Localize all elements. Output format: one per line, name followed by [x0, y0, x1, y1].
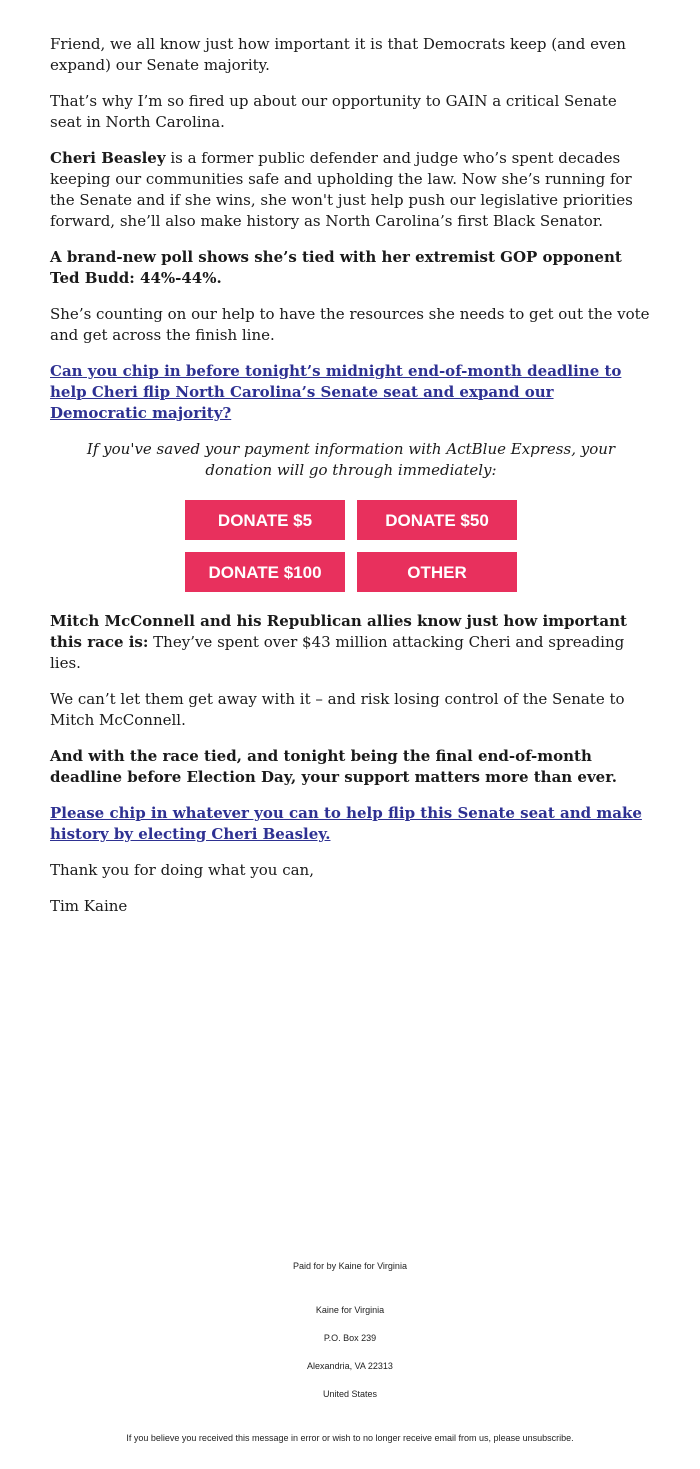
mcconnell-rest: They’ve spent over $43 million attacking Cheri and spreading lies. [50, 633, 625, 672]
candidate-name: Cheri Beasley [50, 149, 166, 167]
poll-paragraph [50, 247, 652, 289]
footer-org-name: Kaine for Virginia [315, 1305, 385, 1315]
deadline-paragraph [50, 746, 652, 788]
north-carolina-paragraph: That’s why I’m so fired up about our opportunity to GAIN a critical Senate seat in North Carolina. [50, 92, 617, 131]
closing-line: Thank you for doing what you can, [50, 861, 314, 879]
unsubscribe-notice[interactable]: If you believe you received this message in error or wish to no longer receive email from us, please unsubscribe. [126, 1433, 574, 1443]
footer-city: Alexandria, VA 22313 [307, 1361, 393, 1371]
chip-in-link[interactable]: Can you chip in before tonight’s midnight end-of-month deadline to help Cheri flip North Carolina’s Senate seat and expand our Democratic majority? [50, 362, 622, 422]
mcconnell-bold: Mitch McConnell and his Republican allies know just how important this race is: [50, 612, 627, 651]
actblue-note: If you've saved your payment information with ActBlue Express, your donation will go through immediately: [86, 440, 616, 479]
email-body [50, 34, 652, 932]
poll-text: A brand-new poll shows she’s tied with her extremist GOP opponent Ted Budd: 44%-44%. [50, 248, 622, 287]
signature: Tim Kaine [50, 897, 128, 915]
help-paragraph: She’s counting on our help to have the resources she needs to get out the vote and get across the finish line. [50, 305, 650, 344]
footer-country: United States [322, 1389, 378, 1399]
intro-paragraph: Friend, we all know just how important it is that Democrats keep (and even expand) our Senate majority. [50, 35, 626, 74]
footer-po-box: P.O. Box 239 [323, 1333, 377, 1343]
deadline-text: And with the race tied, and tonight being the final end-of-month deadline before Election Day, your support matters more than ever. [50, 747, 617, 786]
candidate-description: is a former public defender and judge who’s spent decades keeping our communities safe and upholding the law. Now she’s running for the Senate and if she wins, she won't just help push our legislative priorities forward, she’ll also make history as North Carolina’s first Black Senator. [50, 149, 633, 230]
donate-100-button[interactable]: DONATE $100 [185, 552, 345, 592]
donate-5-button[interactable]: DONATE $5 [185, 500, 345, 540]
candidate-paragraph [50, 148, 652, 232]
cta-paragraph-1 [50, 361, 652, 424]
donate-other-button[interactable]: OTHER [357, 552, 517, 592]
control-paragraph: We can’t let them get away with it – and risk losing control of the Senate to Mitch McConnell. [50, 690, 625, 729]
paid-for-disclaimer: Paid for by Kaine for Virginia [293, 1261, 407, 1271]
mcconnell-paragraph [50, 611, 652, 674]
flip-seat-link[interactable]: Please chip in whatever you can to help flip this Senate seat and make history by electing Cheri Beasley. [50, 804, 642, 843]
donate-buttons [50, 500, 652, 592]
donate-50-button[interactable]: DONATE $50 [357, 500, 517, 540]
cta-paragraph-2 [50, 803, 652, 845]
